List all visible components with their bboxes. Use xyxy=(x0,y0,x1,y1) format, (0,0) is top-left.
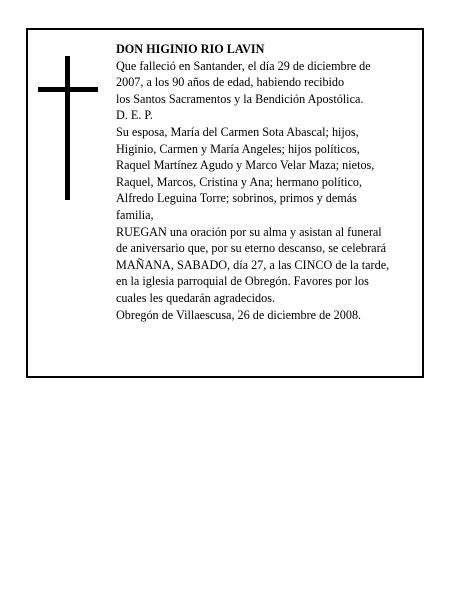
family-line-6: familia, xyxy=(116,207,154,222)
family-line-4: Raquel, Marcos, Cristina y Ana; hermano político, xyxy=(116,174,363,189)
obituary-notice xyxy=(26,28,424,378)
request-line-3: MAÑANA, SABADO, día 27, a las CINCO de la tarde, xyxy=(116,257,390,272)
notice-body xyxy=(116,41,422,323)
request-line-4: en la iglesia parroquial de Obregón. Favores por los xyxy=(116,274,369,289)
family-line-1: Su esposa, María del Carmen Sota Abascal; hijos, xyxy=(116,124,359,139)
cross-vertical-bar xyxy=(65,56,70,200)
family-line-3: Raquel Martínez Agudo y Marco Velar Maza; nietos, xyxy=(116,158,375,173)
death-details-line-3: los Santos Sacramentos y la Bendición Apostólica. xyxy=(116,91,364,106)
family-line-2: Higinio, Carmen y María Angeles; hijos políticos, xyxy=(116,141,360,156)
rest-in-peace: D. E. P. xyxy=(116,108,153,123)
place-and-date: Obregón de Villaescusa, 26 de diciembre de 2008. xyxy=(116,307,362,322)
deceased-name: DON HIGINIO RIO LAVIN xyxy=(116,42,265,56)
request-line-2: de aniversario que, por su eterno descanso, se celebrará xyxy=(116,241,387,256)
family-line-5: Alfredo Leguina Torre; sobrinos, primos y demás xyxy=(116,191,357,206)
latin-cross-icon xyxy=(38,56,98,200)
death-details-line-1: Que falleció en Santander, el día 29 de diciembre de xyxy=(116,58,371,73)
cross-horizontal-bar xyxy=(38,87,98,92)
request-line-1: RUEGAN una oración por su alma y asistan al funeral xyxy=(116,224,382,239)
request-line-5: cuales les quedarán agradecidos. xyxy=(116,290,276,305)
death-details-line-2: 2007, a los 90 años de edad, habiendo recibido xyxy=(116,75,345,90)
